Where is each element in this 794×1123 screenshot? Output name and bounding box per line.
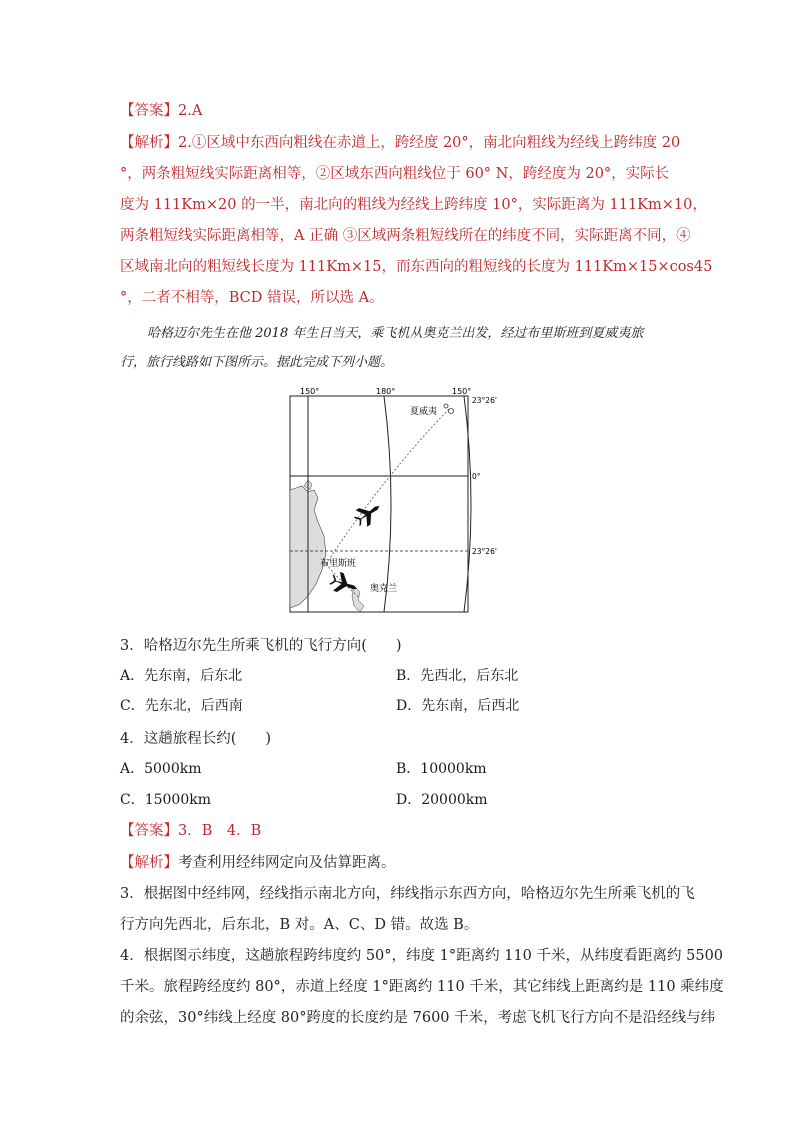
ans34-line-1: 3．根据图中经纬网，经线指示南北方向，纬线指示东西方向，哈格迈尔先生所乘飞机的飞 bbox=[120, 886, 695, 902]
q2-analysis-line-4: 两条粗短线实际距离相等，A 正确 ③区域两条粗短线所在的纬度不同，实际距离不同，④ bbox=[120, 228, 691, 244]
analysis-tag: 【解析】 bbox=[120, 135, 178, 151]
ans34-line-3: 4．根据图示纬度，这趟旅程跨纬度约 50°，纬度 1°距离约 110 千米，从纬度看距离约 5500 bbox=[120, 948, 724, 964]
lat-label: 23°26' bbox=[472, 396, 497, 405]
q2-analysis-line-6: °，二者不相等，BCD 错误，所以选 A。 bbox=[120, 290, 384, 306]
answer-tag: 【答案】 bbox=[120, 103, 178, 119]
answer-value: 2.A bbox=[178, 103, 203, 119]
intro-line-1: 哈格迈尔先生在他 2018 年生日当天，乘飞机从奥克兰出发，经过布里斯班到夏威夷旅 bbox=[147, 326, 644, 341]
answer-tag: 【答案】 bbox=[120, 823, 178, 839]
analysis-text: 考查利用经纬网定向及估算距离。 bbox=[178, 855, 396, 871]
place-label-hawaii: 夏威夷 bbox=[410, 407, 438, 417]
analysis-text: 2.①区域中东西向粗线在赤道上，跨经度 20°，南北向粗线为经线上跨纬度 20 bbox=[178, 135, 681, 151]
q4-option-d[interactable]: D．20000km bbox=[396, 792, 488, 808]
q2-analysis-line-1 bbox=[120, 133, 680, 153]
answer-value: 3．B 4．B bbox=[178, 823, 262, 839]
route-map bbox=[288, 386, 497, 616]
q3-option-d[interactable]: D．先东南，后西北 bbox=[396, 698, 520, 714]
lon-label: 150° bbox=[300, 387, 320, 396]
q2-analysis-line-2: °，两条粗短线实际距离相等，②区域东西向粗线位于 60° N，跨经度为 20°，实际长 bbox=[120, 166, 670, 182]
q3-option-b[interactable]: B．先西北，后东北 bbox=[396, 668, 519, 684]
q4-option-a[interactable]: A．5000km bbox=[120, 761, 202, 777]
q2-analysis-line-3: 度为 111Km×20 的一半，南北向的粗线为经线上跨纬度 10°，实际距离为 111Km×10， bbox=[120, 197, 707, 213]
q2-answer-line bbox=[120, 101, 202, 121]
lat-label: 23°26' bbox=[472, 547, 497, 556]
ans34-answer-line bbox=[120, 821, 261, 841]
ans34-analysis-head bbox=[120, 853, 396, 873]
ans34-line-2: 行方向先西北，后东北，B 对。A、C、D 错。故选 B。 bbox=[120, 917, 479, 933]
q4-stem: 4．这趟旅程长约( ) bbox=[120, 731, 272, 747]
lat-label: 0° bbox=[472, 472, 481, 481]
lon-label: 180° bbox=[376, 387, 396, 396]
intro-line-2: 行，旅行线路如下图所示。据此完成下列小题。 bbox=[120, 355, 394, 370]
q3-option-c[interactable]: C．先东北，后西南 bbox=[120, 698, 243, 714]
q4-option-b[interactable]: B．10000km bbox=[396, 761, 487, 777]
place-label-auckland: 奥克兰 bbox=[370, 584, 398, 594]
analysis-tag: 【解析】 bbox=[120, 855, 178, 871]
q4-option-c[interactable]: C．15000km bbox=[120, 792, 212, 808]
ans34-line-4: 千米。旅程跨经度约 80°，赤道上经度 1°距离约 110 千米，其它纬线上距离约是 110 乘纬度 bbox=[120, 979, 724, 995]
q3-option-a[interactable]: A．先东南，后东北 bbox=[120, 668, 243, 684]
lon-label: 150° bbox=[452, 387, 472, 396]
q2-analysis-line-5: 区域南北向的粗短线长度为 111Km×15，而东西向的粗短线的长度为 111Km×15×cos45 bbox=[120, 259, 713, 275]
q3-stem: 3．哈格迈尔先生所乘飞机的飞行方向( ) bbox=[120, 638, 402, 654]
ans34-line-5: 的余弦，30°纬线上经度 80°跨度的长度约是 7600 千米，考虑飞机飞行方向不是沿经线与纬 bbox=[120, 1010, 716, 1026]
place-label-brisbane: 布里斯班 bbox=[320, 559, 357, 569]
